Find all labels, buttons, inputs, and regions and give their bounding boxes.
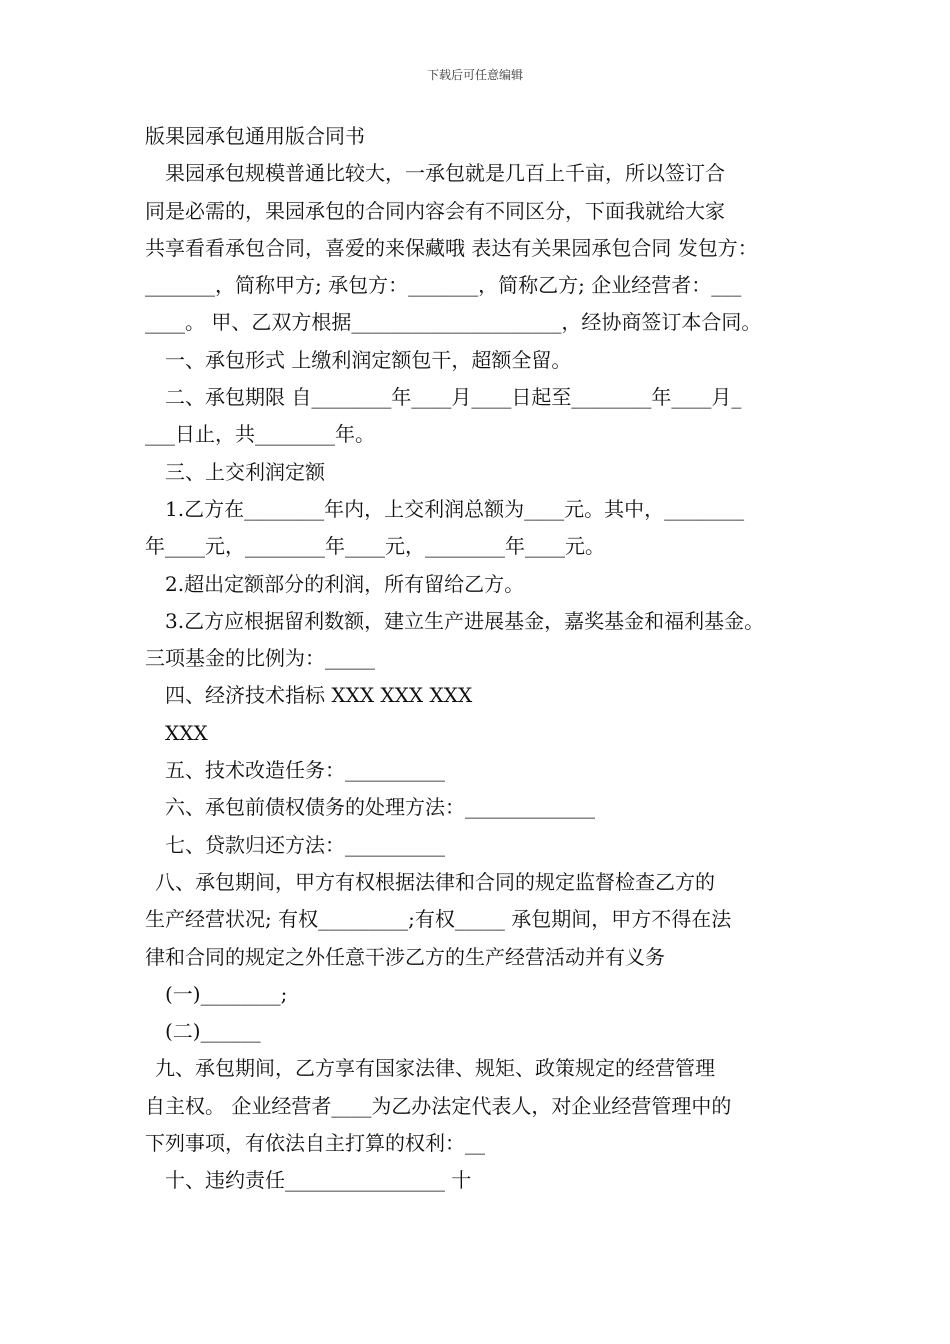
paragraph-line: 律和合同的规定之外任意干涉乙方的生产经营活动并有义务: [145, 944, 665, 969]
clause-6: 六、承包前债权债务的处理方法：_____________: [165, 795, 595, 820]
clause-7: 七、贷款归还方法：__________: [165, 832, 445, 857]
sub-item-2: 2.超出定额部分的利润，所有留给乙方。: [165, 571, 525, 596]
clause-4: 四、经济技术指标 XXX XXX XXX: [165, 683, 473, 708]
paragraph-line: _______，简称甲方; 承包方：_______，简称乙方; 企业经营者：___: [145, 273, 742, 298]
duty-item-1: (一)________;: [165, 981, 288, 1006]
page-header-note: 下载后可任意编辑: [426, 68, 523, 82]
paragraph-line: 三项基金的比例为：_____: [145, 646, 375, 671]
paragraph-line: ____。 甲、乙双方根据_____________________，经协商签订本合同。: [145, 310, 762, 335]
clause-10: 十、违约责任________________ 十: [165, 1168, 472, 1193]
clause-8: 八、承包期间，甲方有权根据法律和合同的规定监督检查乙方的: [155, 869, 715, 894]
paragraph-line: 共享看看承包合同，喜爱的来保藏哦 表达有关果园承包合同 发包方：: [145, 235, 758, 260]
clause-2: 二、承包期限 自________年____月____日起至________年____月_: [165, 385, 742, 410]
paragraph-line: 年____元，________年____元，________年____元。: [145, 534, 605, 559]
paragraph-line: 下列事项，有依法自主打算的权利：__: [145, 1131, 485, 1156]
document-title: 版果园承包通用版合同书: [145, 124, 365, 148]
clause-5: 五、技术改造任务：__________: [165, 758, 445, 783]
paragraph-line: ___日止，共________年。: [145, 422, 375, 447]
paragraph-line: 生产经营状况; 有权_________;有权_____ 承包期间，甲方不得在法: [145, 907, 732, 932]
paragraph-line: 自主权。 企业经营者____为乙办法定代表人，对企业经营管理中的: [145, 1093, 732, 1118]
clause-1: 一、承包形式 上缴利润定额包干，超额全留。: [165, 347, 572, 372]
contract-body: [145, 118, 830, 1200]
paragraph-line: 果园承包规模普通比较大，一承包就是几百上千亩，所以签订合: [165, 161, 725, 186]
clause-3: 三、上交利润定额: [165, 459, 325, 484]
duty-item-2: (二)______: [165, 1019, 261, 1044]
paragraph-line: XXX: [165, 720, 208, 745]
sub-item-1: 1.乙方在________年内，上交利润总额为____元。其中，________: [165, 496, 745, 521]
paragraph-line: 同是必需的，果园承包的合同内容会有不同区分，下面我就给大家: [145, 198, 725, 223]
sub-item-3: 3.乙方应根据留利数额，建立生产进展基金，嘉奖基金和福利基金。: [165, 608, 765, 633]
clause-9: 九、承包期间，乙方享有国家法律、规矩、政策规定的经营管理: [155, 1056, 715, 1081]
